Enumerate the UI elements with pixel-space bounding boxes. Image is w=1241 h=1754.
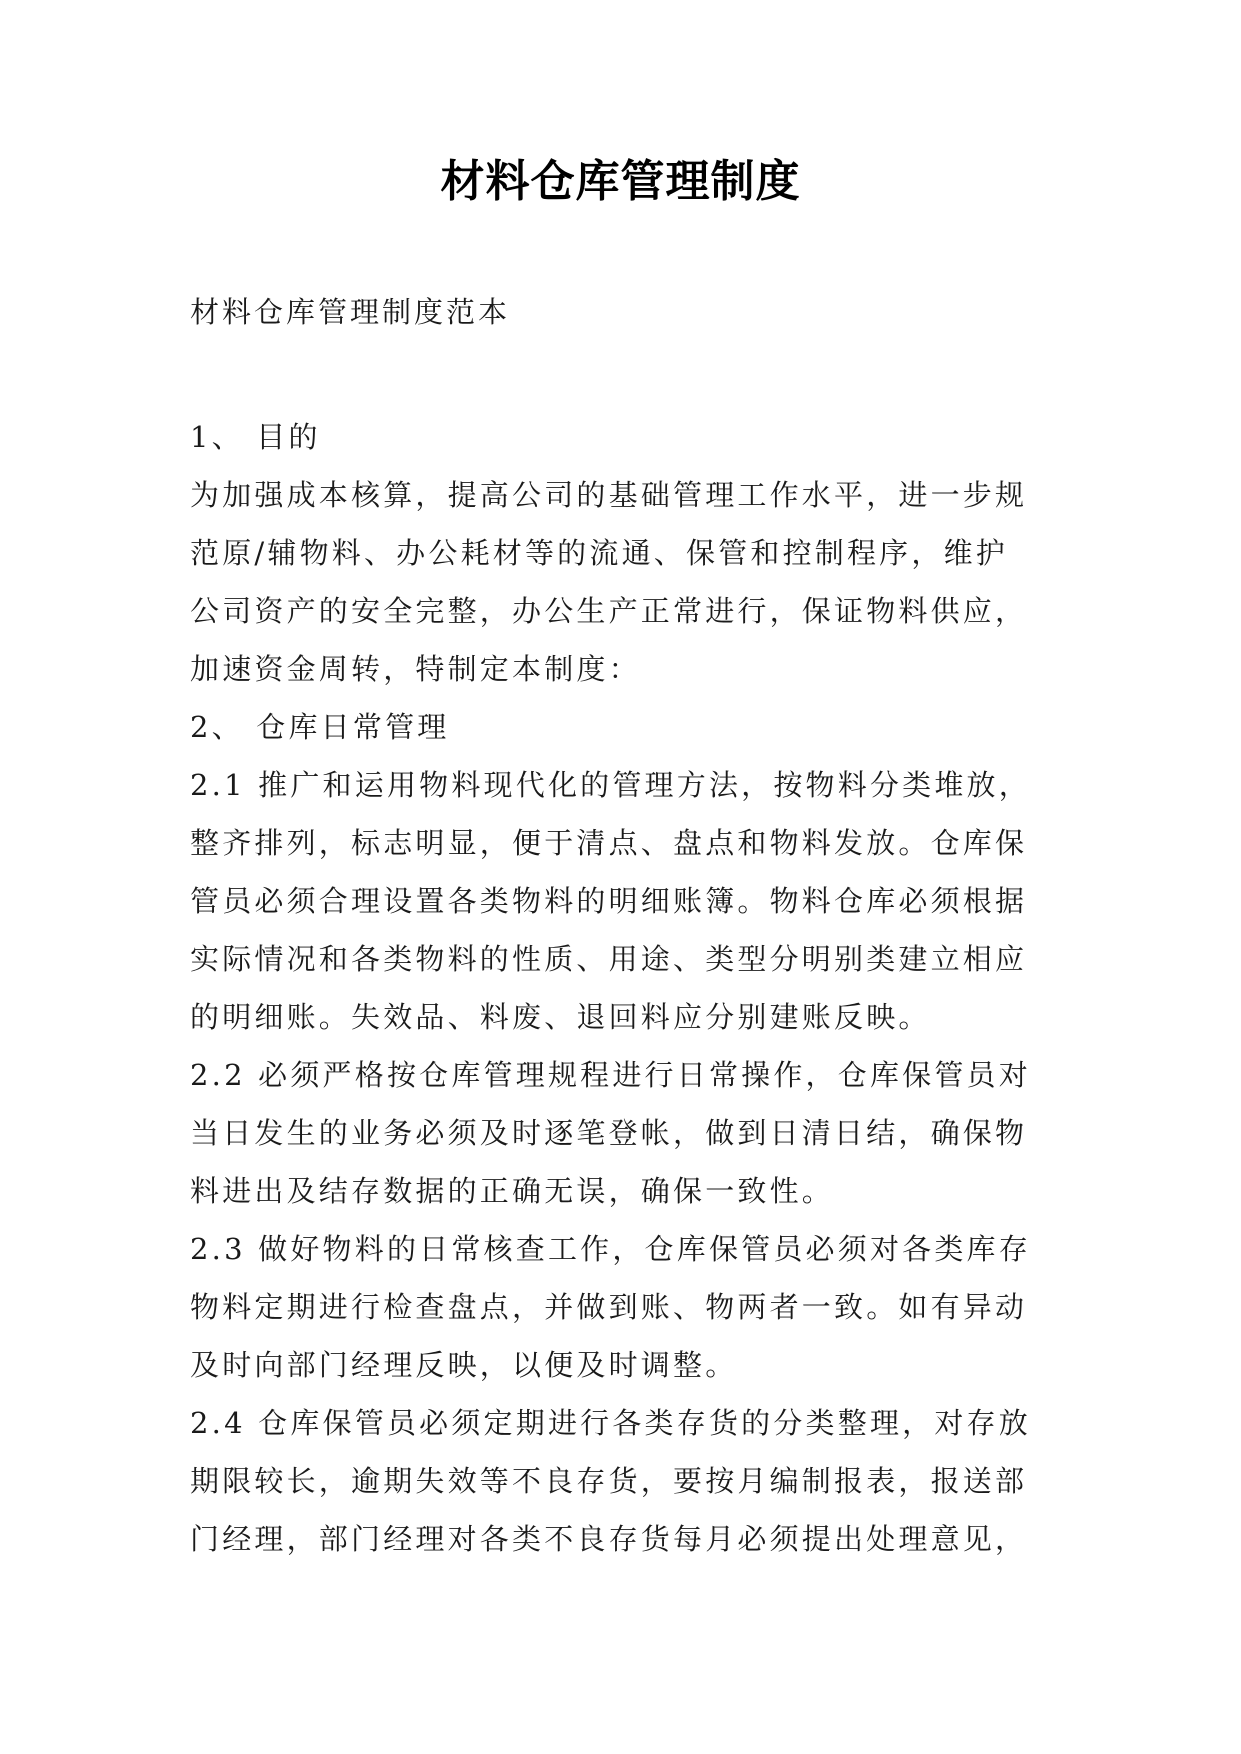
body-line: 管员必须合理设置各类物料的明细账簿。物料仓库必须根据 <box>190 884 1028 918</box>
body-line: 2.3 做好物料的日常核查工作，仓库保管员必须对各类库存 <box>190 1232 1031 1266</box>
body-line: 当日发生的业务必须及时逐笔登帐，做到日清日结，确保物 <box>190 1116 1028 1150</box>
body-line: 整齐排列，标志明显，便于清点、盘点和物料发放。仓库保 <box>190 826 1028 860</box>
body-line: 1、 目的 <box>190 420 321 454</box>
body-line: 2.1 推广和运用物料现代化的管理方法，按物料分类堆放， <box>190 768 1031 802</box>
body-line: 2、 仓库日常管理 <box>190 710 450 744</box>
document-title: 材料仓库管理制度 <box>440 156 801 207</box>
body-line: 范原/辅物料、办公耗材等的流通、保管和控制程序，维护 <box>190 536 1008 570</box>
body-line: 料进出及结存数据的正确无误，确保一致性。 <box>190 1174 835 1208</box>
body-line: 实际情况和各类物料的性质、用途、类型分明别类建立相应 <box>190 942 1028 976</box>
body-line: 期限较长，逾期失效等不良存货，要按月编制报表，报送部 <box>190 1464 1028 1498</box>
body-line: 物料定期进行检查盘点，并做到账、物两者一致。如有异动 <box>190 1290 1028 1324</box>
body-line: 2.2 必须严格按仓库管理规程进行日常操作，仓库保管员对 <box>190 1058 1031 1092</box>
document-subtitle: 材料仓库管理制度范本 <box>190 295 511 329</box>
document-body <box>190 408 1060 1568</box>
body-line: 加速资金周转，特制定本制度： <box>190 652 641 686</box>
body-line: 及时向部门经理反映，以便及时调整。 <box>190 1348 738 1382</box>
body-line: 的明细账。失效品、料废、退回料应分别建账反映。 <box>190 1000 931 1034</box>
body-line: 2.4 仓库保管员必须定期进行各类存货的分类整理，对存放 <box>190 1406 1031 1440</box>
body-line: 门经理，部门经理对各类不良存货每月必须提出处理意见， <box>190 1522 1028 1556</box>
body-line: 公司资产的安全完整，办公生产正常进行，保证物料供应， <box>190 594 1028 628</box>
body-line: 为加强成本核算，提高公司的基础管理工作水平，进一步规 <box>190 478 1028 512</box>
